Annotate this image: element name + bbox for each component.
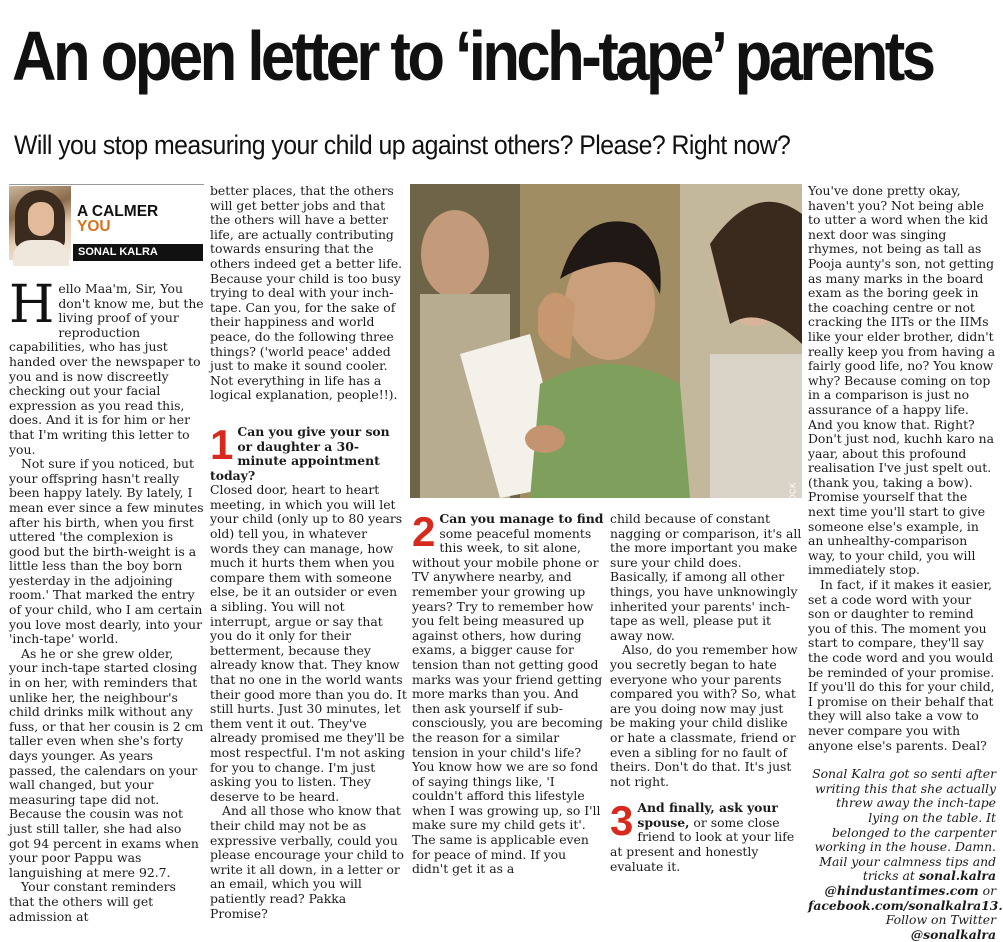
point-3: 3 And finally, ask your spouse, or some close friend to look at your life at present and honestly evaluate it. [610,797,795,874]
point-number-2: 2 [412,508,436,555]
email-domain[interactable]: @hindustantimes.com [824,882,979,898]
column-title [77,204,158,234]
or-text: or [982,882,996,898]
point-heading-3: And finally, ask your spouse, [637,800,778,830]
author-note [808,766,1003,942]
paragraph: better places, that the others will get better jobs and that the others will have a better life, are actually contributing towards ensuring that the others indeed get a better life. Because your child is too busy trying to deal with your inch-tape. Can you, for the sake of their happiness and world peace, do the following three things? ('world peace' added just to make it sound cooler. Not everything in life has a logical explanation, people!!). [210,183,403,403]
paragraph: You've done pretty okay, haven't you? Not being able to utter a word when the kid next door was singing rhymes, not being as tall as Pooja aunty's son, not getting as many marks in the board exam as the boring geek in the coaching centre or not cracking the IITs or the IIMs like your elder brother, didn't really keep you from having a fairly good life, no? You know why? Because coming on top in a comparison is just no assurance of a happy life. And you know that. Right? Don't just nod, kuchh karo na yaar, about this profound realisation I've just spelt out. (thank you, taking a bow). Promise yourself that the next time you'll start to give someone else's example, in an unhealthy-comparison way, to your child, you will immediately stop. [808,183,996,578]
paragraph: Not sure if you noticed, but your offspring hasn't really been happy lately. By lately, I mean ever since a few minutes after his birth, when you first uttered 'the complexion is good but the birth-weight is a little less than the boy born yesterday in the adjoining room.' That marked the entry of your child, who I am certain you love most dearly, into your 'inch-tape' world. [9,456,204,647]
deck: Will you stop measuring your child up against others? Please? Right now? [14,130,791,160]
point-number-3: 3 [610,797,634,845]
paragraph: As he or she grew older, your inch-tape started closing in on her, with reminders that unlike her, the neighbour's child drinks milk without any fuss, or that her cousin is 2 cm taller even when she's forty days younger. As years passed, the calendars on your wall changed, but your measuring tape did not. Because the cousin was not just still taller, she had also got 94 percent in exams when your poor Pappu was languishing at mere 92.7. [9,645,204,880]
facebook-link[interactable]: facebook.com/sonalkalra13. [808,897,1003,913]
text-column-1 [9,275,204,924]
headline: An open letter to ‘inch-tape’ parents [12,17,933,95]
point-2: 2 Can you manage to find some peaceful moments this week, to sit alone, without your mobile phone or TV anywhere nearby, and remember your growing up years? Try to remember how you felt being measured up against others, how during exams, a bigger cause for tension than not getting good marks was your friend getting more marks than you. And then ask yourself if sub-consciously, you are becoming the reason for a similar tension in your child's life? You know how we are so fond of saying things like, 'I couldn't afford this lifestyle when I was growing up, so I'll make sure my child gets it'. The same is applicable even for peace of mind. If you didn't get it as a [412,508,604,877]
point-number-1: 1 [210,420,234,468]
drop-cap: H [9,275,55,335]
paragraph: Also, do you remember how you secretly began to hate everyone who your parents compared you with? So, what are you doing now may just be making your child dislike or hate a classmate, friend or even a sibling for no fault of theirs. Don't do that. It's just not right. [610,642,798,789]
twitter-handle[interactable]: @sonalkalra [910,926,996,942]
paragraph: child because of constant nagging or comparison, it's all the more important you make sure your child does. Basically, if among all other things, you have unknowingly inherited your parents' inch-tape as well, please put it away now. [610,511,802,643]
photo-credit: PHOTO: THINKSTOCK [789,482,798,575]
paragraph: And all those who know that their child may not be as expressive verbally, could you please encourage your child to write it all down, in a letter or an email, which you will patiently read? Pakka Promise? [210,803,404,921]
author-byline: SONAL KALRA [73,244,203,261]
author-portrait [9,186,71,260]
text-column-3 [412,508,606,877]
paragraph: Closed door, heart to heart meeting, in which you will let your child (only up to 80 years old) tell you, in whatever words they can manage, how much it hurts them when you compare them with someone else, be it an outsider or even a sibling. You will not interrupt, argue or say that you do it only for their betterment, because they already know that. They know that no one in the world wants their good more than you do. It still hurts. Just 30 minutes, let them vent it out. They've already promised me they'll be most respectful. I'm not asking for you to change. I'm just asking you to listen. They deserve to be heard. [210,482,407,804]
point-1 [210,420,407,483]
paragraph: In fact, if it makes it easier, set a code word with your son or daughter to remind you of this. The moment you start to compare, they'll say the code word and you would be reminded of your promise. If you'll do this for your child, I promise on their behalf that they will also take a vow to never compare you with anyone else's parents. Deal? [808,577,995,753]
email-user[interactable]: sonal.kalra [918,868,996,884]
paragraph: Your constant reminders that the others will get admission at [9,879,176,924]
column-title-line2: YOU [77,218,111,235]
point-heading-2: Can you manage to find [439,511,604,526]
paragraph: Hello Maa'm, Sir, You don't know me, but the living proof of your reproduction capabilities, who has just handed over the newspaper to you and is now discreetly checking out your facial expression as you read this, does. And it is for him or her that I'm writing this letter to you. [9,275,204,457]
text-column-5 [808,183,1003,942]
column-title-line1: A CALMER [77,203,159,220]
point-heading-1: Can you give your son or daughter a 30-minute appointment today? [210,423,390,483]
mail-prompt: Mail your calmness tips and tricks at [819,853,996,884]
text-column-2 [210,184,407,921]
twitter-label: Follow on Twitter [885,912,996,928]
text-column-4 [610,512,802,874]
author-note-text: Sonal Kalra got so senti after writing this that she actually threw away the inch-tape lying on the table. It belonged to the carpenter working in the house. Damn. [812,766,996,855]
